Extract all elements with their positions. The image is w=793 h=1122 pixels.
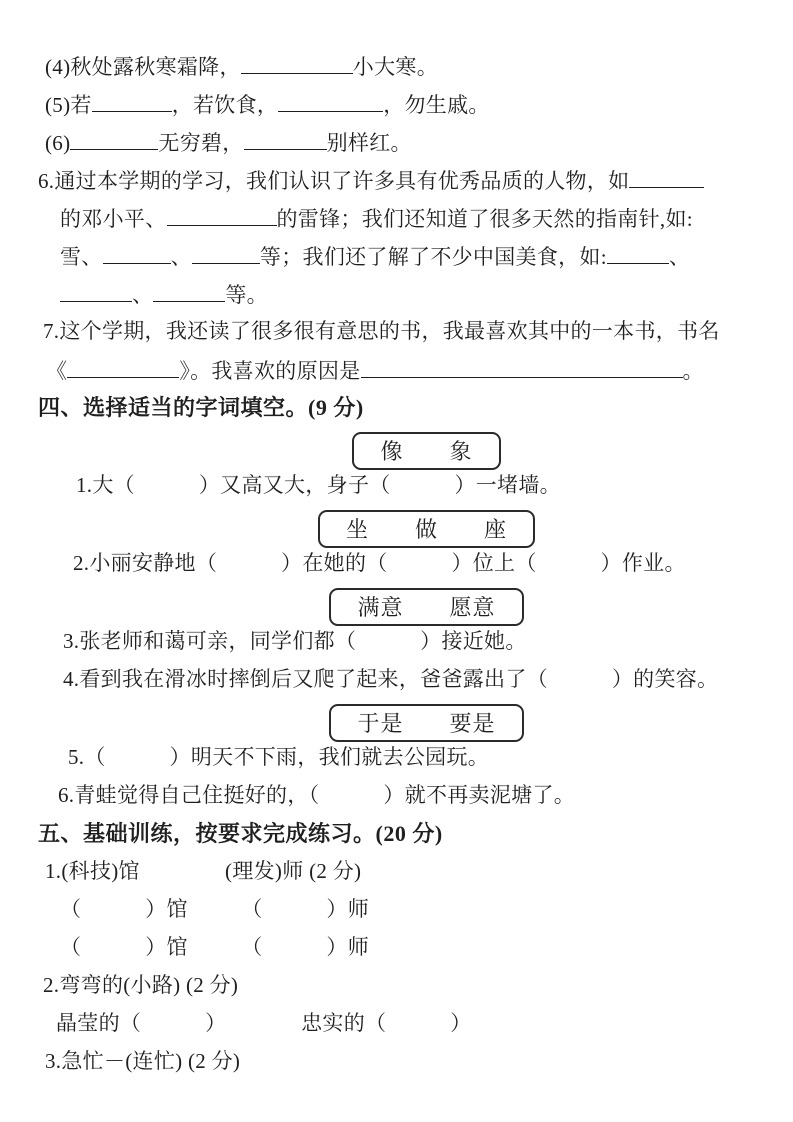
text-run: 、	[132, 283, 154, 307]
s5-q2-answer-row: 晶莹的（ ） 忠实的（ ）	[56, 1011, 472, 1035]
question-7-line-1	[38, 318, 763, 345]
answer-blank	[192, 242, 260, 264]
text-run: (5)若	[45, 93, 92, 117]
s4-question-1: 1.大（ ）又高又大，身子（ ）一堵墙。	[76, 473, 561, 497]
answer-blank	[629, 166, 704, 188]
text-run: 别样红。	[326, 131, 412, 155]
word-bank-box-2: 坐 做 座	[318, 510, 535, 548]
question-6-line-1	[38, 166, 763, 193]
text-run: (6)	[45, 131, 71, 155]
text-run: 》。我喜欢的原因是	[179, 359, 361, 383]
answer-blank	[361, 356, 683, 378]
text-run: ，若饮食，	[171, 93, 279, 117]
answer-blank	[167, 204, 277, 226]
s4-question-5: 5.（ ）明天不下雨，我们就去公园玩。	[68, 745, 490, 769]
answer-blank	[70, 128, 158, 150]
text-run: 、	[668, 245, 691, 269]
word-bank-box-3: 满意 愿意	[329, 588, 523, 626]
s5-q1-answer-row-2: （ ）馆 （ ）师	[60, 935, 369, 959]
word-bank-row-4	[38, 704, 763, 742]
answer-blank	[103, 242, 171, 264]
s4-question-2: 2.小丽安静地（ ）在她的（ ）位上（ ）作业。	[73, 551, 686, 575]
answer-blank	[278, 90, 383, 112]
text-run: 雪、	[60, 245, 103, 269]
s5-q1-answer-row-1: （ ）馆 （ ）师	[60, 897, 369, 921]
question-6-line-3	[38, 242, 763, 269]
s4-question-4: 4.看到我在滑冰时摔倒后又爬了起来，爸爸露出了（ ）的笑容。	[63, 667, 719, 691]
question-7-line-2	[38, 356, 763, 383]
proverb-blank-line-4	[38, 52, 763, 79]
answer-blank	[244, 128, 327, 150]
answer-blank	[153, 280, 225, 302]
word-bank-row-3	[38, 588, 763, 626]
s5-q3-example: 3.急忙－(连忙) (2 分)	[45, 1049, 241, 1073]
answer-blank	[241, 52, 353, 74]
question-6-line-4	[38, 280, 763, 307]
proverb-blank-line-6	[38, 128, 763, 155]
text-run: 7.这个学期，我还读了很多很有意思的书，我最喜欢其中的一本书，书名	[43, 319, 720, 343]
proverb-blank-line-5	[38, 90, 763, 117]
answer-blank	[60, 280, 132, 302]
text-run: 小大寒。	[352, 55, 438, 79]
s5-q1-example: 1.(科技)馆 (理发)师 (2 分)	[45, 859, 362, 883]
text-run: 6.通过本学期的学习，我们认识了许多具有优秀品质的人物，如	[38, 169, 630, 193]
text-run: 《	[46, 359, 68, 383]
section-four-heading: 四、选择适当的字词填空。(9 分)	[38, 395, 364, 420]
text-run: 、	[170, 245, 192, 269]
question-6-line-2	[38, 204, 763, 231]
word-bank-row-2	[38, 510, 763, 548]
s4-question-6: 6.青蛙觉得自己住挺好的，（ ）就不再卖泥塘了。	[58, 783, 576, 807]
word-bank-box-4: 于是 要是	[329, 704, 523, 742]
text-run: 的邓小平、	[60, 207, 167, 231]
answer-blank	[67, 356, 179, 378]
text-run: 等。	[225, 283, 268, 307]
text-run: 等；我们还了解了不少中国美食，如:	[259, 245, 607, 269]
text-run: 无穷碧，	[158, 131, 244, 155]
text-run: ，勿生戚。	[383, 93, 490, 117]
s4-question-3: 3.张老师和蔼可亲，同学们都（ ）接近她。	[63, 629, 527, 653]
s5-q2-example: 2.弯弯的(小路) (2 分)	[43, 973, 239, 997]
section-five-heading: 五、基础训练，按要求完成练习。(20 分)	[38, 821, 443, 846]
answer-blank	[92, 90, 172, 112]
word-bank-row-1	[38, 432, 763, 470]
text-run: 的雷锋；我们还知道了很多天然的指南针,如:	[276, 207, 693, 231]
text-run: (4)秋处露秋寒霜降，	[45, 55, 241, 79]
text-run: 。	[682, 359, 704, 383]
answer-blank	[607, 242, 669, 264]
word-bank-box-1: 像 象	[352, 432, 500, 470]
